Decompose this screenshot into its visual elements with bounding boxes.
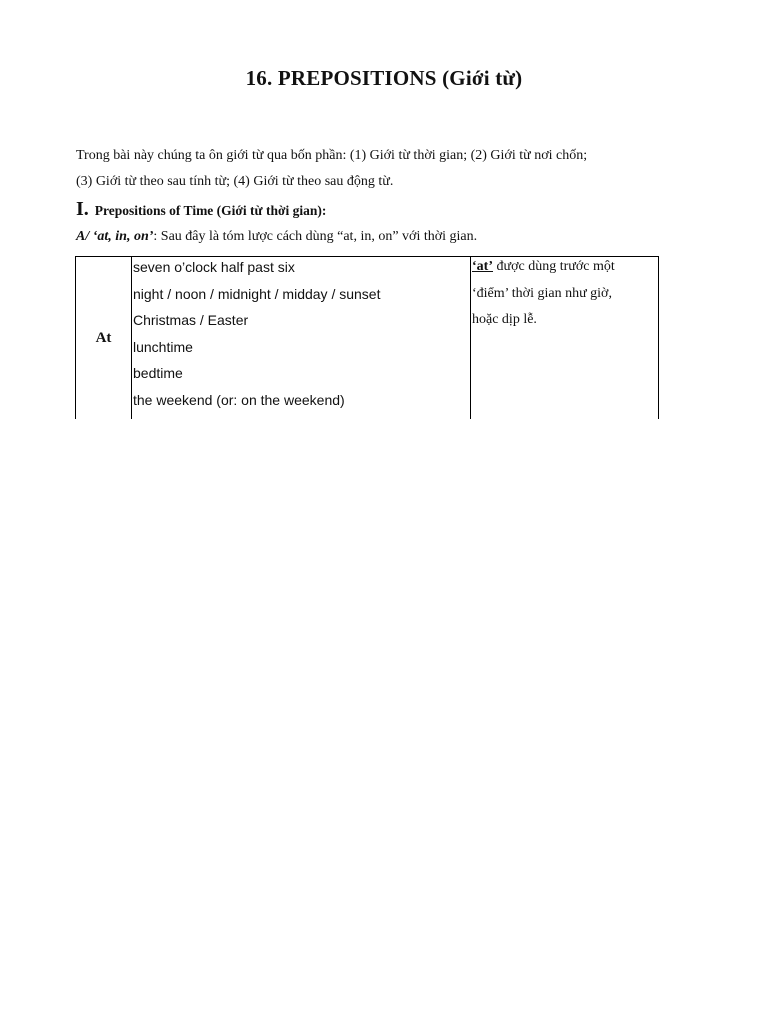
note-line-1 bbox=[472, 257, 658, 284]
usage-item: lunchtime bbox=[133, 338, 193, 355]
note-line-2: ‘điểm’ thời gian như giờ, bbox=[472, 285, 612, 301]
note-cell bbox=[471, 257, 659, 420]
intro-paragraph bbox=[76, 143, 696, 195]
usage-item: night / noon / midnight / midday / sunset bbox=[133, 285, 381, 302]
preposition-cell: At bbox=[76, 257, 132, 420]
usage-item: Christmas / Easter bbox=[133, 312, 249, 328]
note-line-1-text: được dùng trước một bbox=[493, 259, 615, 274]
subsection-label: A/ ‘at, in, on’ bbox=[76, 229, 154, 244]
intro-line-1: Trong bài này chúng ta ôn giới từ qua bốn phần: (1) Giới từ thời gian; (2) Giới từ nơi chốn; bbox=[76, 148, 588, 163]
subsection-text: : Sau đây là tóm lược cách dùng “at, in, on” với thời gian. bbox=[153, 229, 478, 244]
page-title: 16. PREPOSITIONS (Giới từ) bbox=[245, 66, 523, 90]
usage-item: seven o’clock half past six bbox=[133, 259, 295, 275]
table-row bbox=[76, 257, 659, 420]
usage-item: bedtime bbox=[133, 365, 183, 381]
prepositions-table bbox=[75, 256, 659, 419]
section-numeral: I. bbox=[76, 198, 89, 220]
subsection-heading bbox=[76, 229, 477, 245]
note-keyword: ‘at’ bbox=[472, 259, 493, 274]
usage-item: the weekend (or: on the weekend) bbox=[133, 391, 345, 408]
section-heading bbox=[76, 198, 326, 221]
usage-cell bbox=[132, 257, 471, 420]
intro-line-2: (3) Giới từ theo sau tính từ; (4) Giới từ theo sau động từ. bbox=[76, 174, 394, 189]
note-line-3: hoặc dịp lễ. bbox=[472, 312, 537, 327]
section-heading-text: Prepositions of Time (Giới từ thời gian): bbox=[94, 203, 327, 218]
